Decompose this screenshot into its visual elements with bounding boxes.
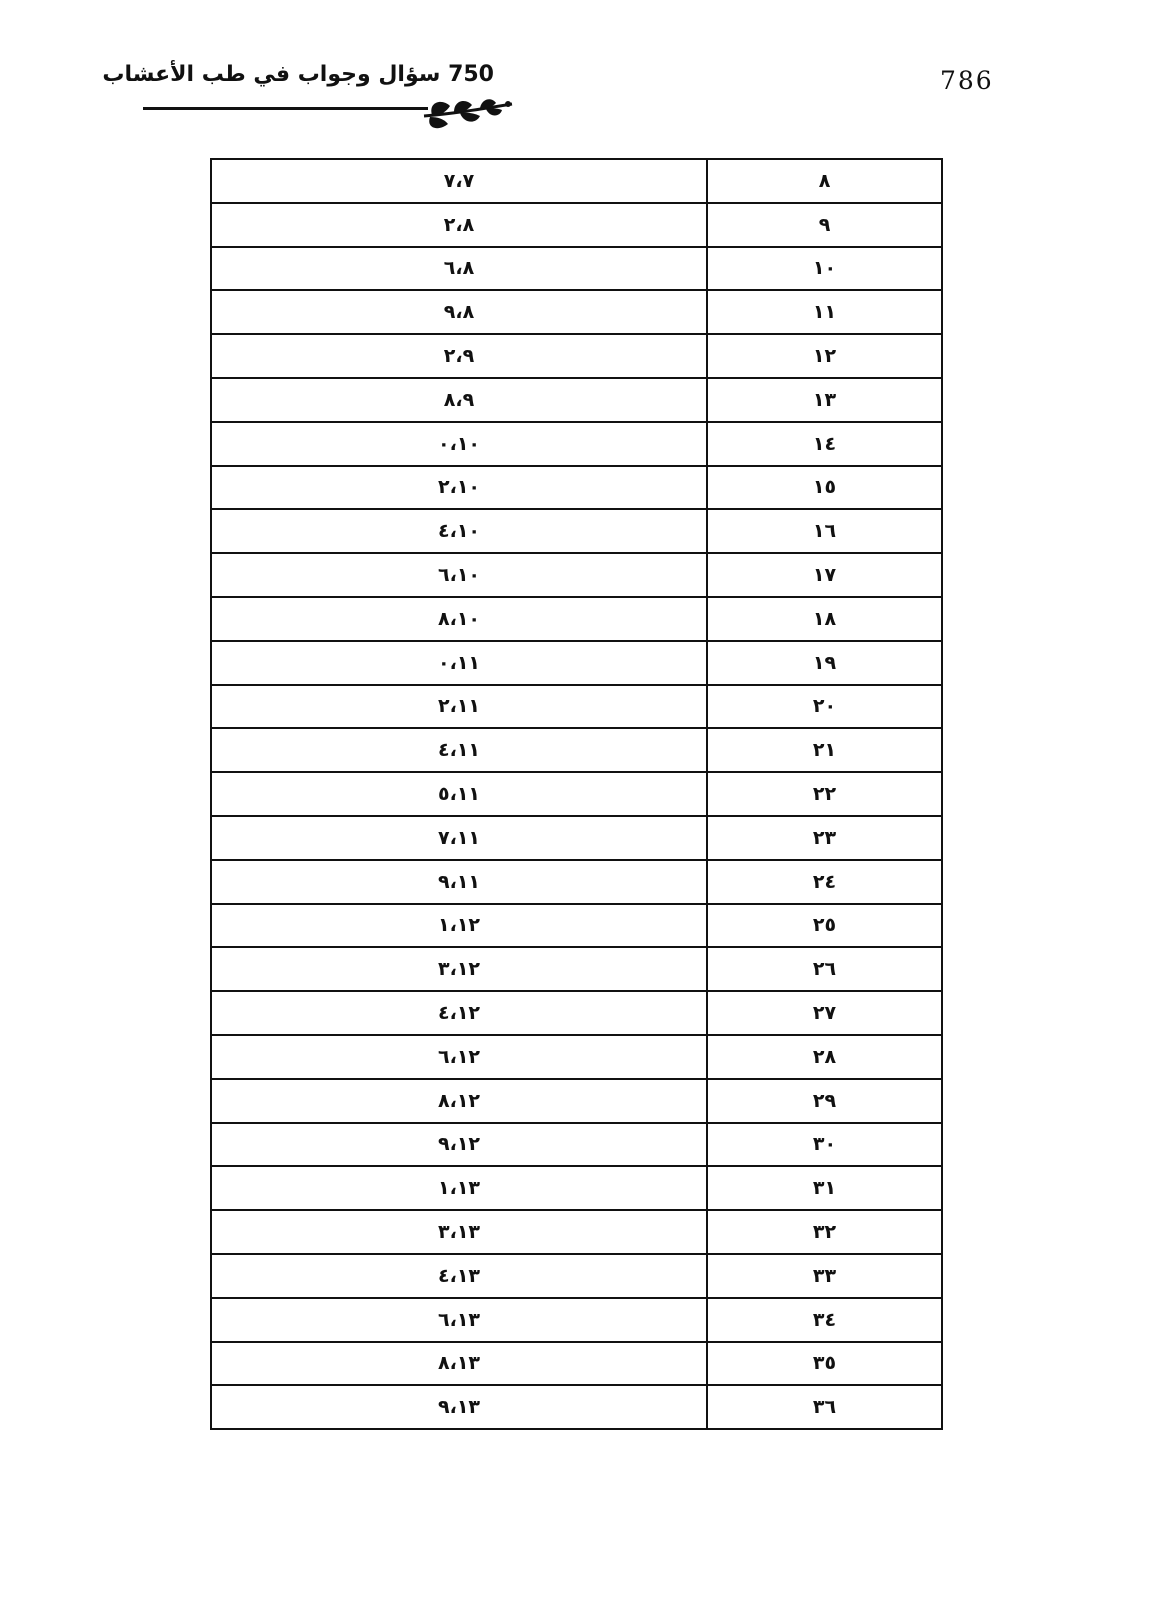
value-cell: ١،١٣	[212, 1167, 708, 1209]
index-cell: ١٣	[812, 388, 837, 411]
index-cell: ٣٣	[812, 1264, 837, 1287]
table-row	[212, 1386, 941, 1428]
index-cell: ١٨	[812, 607, 837, 630]
value-cell: ٥،١١	[212, 773, 708, 815]
value-cell: ٨،١٣	[212, 1343, 708, 1385]
table-row	[212, 817, 941, 861]
table-row	[212, 1343, 941, 1387]
table-row	[212, 510, 941, 554]
table-row	[212, 729, 941, 773]
index-cell: ١٦	[812, 520, 837, 543]
index-cell: ٣٢	[812, 1221, 837, 1244]
index-cell: ٢٥	[812, 914, 837, 937]
table-row	[212, 773, 941, 817]
index-cell: ٢٤	[812, 870, 837, 893]
table-row	[212, 992, 941, 1036]
value-cell: ٨،٩	[212, 379, 708, 421]
value-cell: ٢،٨	[212, 204, 708, 246]
value-cell: ٦،١٢	[212, 1036, 708, 1078]
index-cell: ١٧	[812, 564, 837, 587]
table-row	[212, 642, 941, 686]
value-cell: ٦،١٠	[212, 554, 708, 596]
value-cell: ٢،١١	[212, 686, 708, 728]
value-cell: ٩،٨	[212, 291, 708, 333]
index-cell: ٢١	[812, 739, 837, 762]
index-cell: ٨	[818, 169, 831, 192]
value-cell: ٢،٩	[212, 335, 708, 377]
index-cell: ٢٦	[812, 958, 837, 981]
value-cell: ٧،١١	[212, 817, 708, 859]
value-cell: ٩،١١	[212, 861, 708, 903]
table-row	[212, 335, 941, 379]
header-rule	[143, 107, 428, 110]
value-cell: ٦،١٣	[212, 1299, 708, 1341]
index-cell: ٢٩	[812, 1089, 837, 1112]
table-row	[212, 248, 941, 292]
index-cell: ١٢	[812, 345, 837, 368]
index-cell: ٢٣	[812, 826, 837, 849]
value-cell: ٨،١٠	[212, 598, 708, 640]
index-cell: ٣٤	[812, 1308, 837, 1331]
table-row	[212, 1211, 941, 1255]
table-row	[212, 1124, 941, 1168]
table-row	[212, 598, 941, 642]
table-row	[212, 379, 941, 423]
table-row	[212, 948, 941, 992]
index-cell: ٢٨	[812, 1045, 837, 1068]
index-cell: ٢٢	[812, 783, 837, 806]
value-cell: ٤،١١	[212, 729, 708, 771]
running-title: 750 سؤال وجواب في طب الأعشاب	[102, 62, 494, 87]
value-cell: ٣،١٣	[212, 1211, 708, 1253]
table-row	[212, 423, 941, 467]
table-row	[212, 291, 941, 335]
value-cell: ٣،١٢	[212, 948, 708, 990]
table-row	[212, 1299, 941, 1343]
index-cell: ٢٠	[812, 695, 837, 718]
data-table	[210, 158, 943, 1430]
table-row	[212, 1080, 941, 1124]
table-row	[212, 1255, 941, 1299]
value-cell: ٩،١٢	[212, 1124, 708, 1166]
value-cell: ٨،١٢	[212, 1080, 708, 1122]
value-cell: ٠،١١	[212, 642, 708, 684]
table-row	[212, 861, 941, 905]
index-cell: ٣١	[812, 1177, 837, 1200]
index-cell: ٩	[818, 213, 831, 236]
leaf-branch-icon	[420, 92, 515, 134]
table-row	[212, 160, 941, 204]
value-cell: ٤،١٣	[212, 1255, 708, 1297]
index-cell: ١٤	[812, 432, 837, 455]
index-cell: ١٠	[812, 257, 837, 280]
value-cell: ١،١٢	[212, 905, 708, 947]
table-row	[212, 1036, 941, 1080]
value-cell: ٢،١٠	[212, 467, 708, 509]
index-cell: ١١	[812, 301, 837, 324]
value-cell: ٩،١٣	[212, 1386, 708, 1428]
table-row	[212, 1167, 941, 1211]
table-row	[212, 905, 941, 949]
table-row	[212, 554, 941, 598]
index-cell: ٣٦	[812, 1396, 837, 1419]
table-row	[212, 467, 941, 511]
page-number: 786	[940, 66, 994, 95]
value-cell: ٦،٨	[212, 248, 708, 290]
value-cell: ٧،٧	[212, 160, 708, 202]
index-cell: ١٩	[812, 651, 837, 674]
value-cell: ٠،١٠	[212, 423, 708, 465]
index-cell: ٣٠	[812, 1133, 837, 1156]
value-cell: ٤،١٢	[212, 992, 708, 1034]
table-row	[212, 686, 941, 730]
index-cell: ٢٧	[812, 1002, 837, 1025]
index-cell: ٣٥	[812, 1352, 837, 1375]
table-row	[212, 204, 941, 248]
value-cell: ٤،١٠	[212, 510, 708, 552]
index-cell: ١٥	[812, 476, 837, 499]
